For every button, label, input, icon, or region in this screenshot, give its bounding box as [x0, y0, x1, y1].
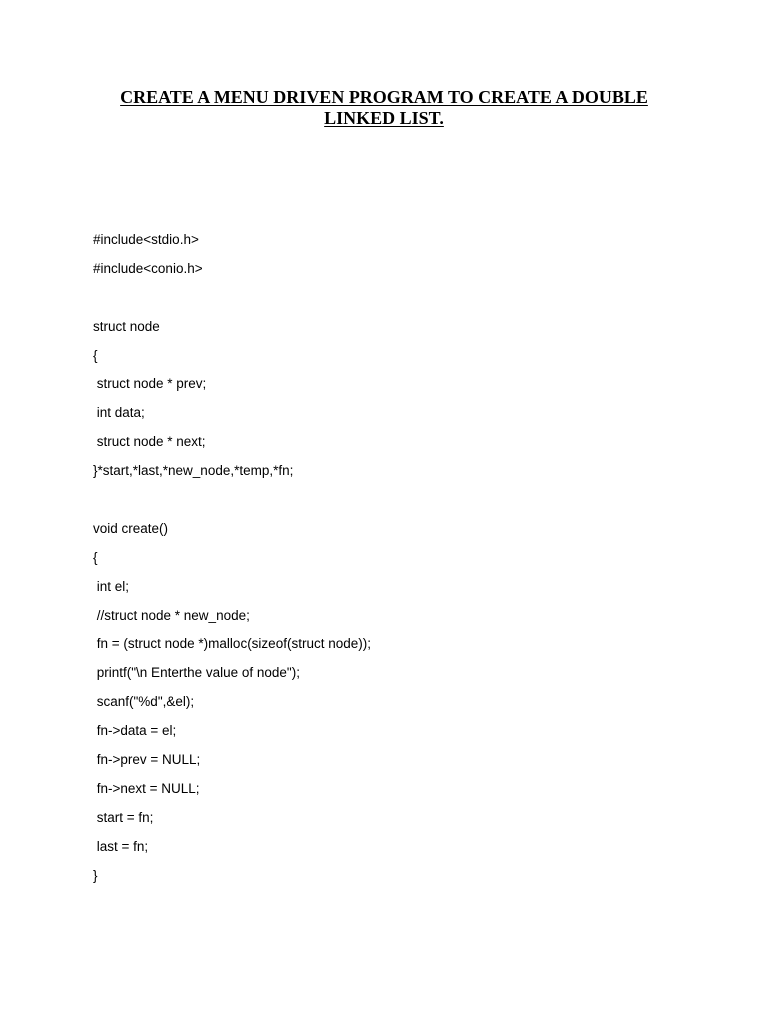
code-line: void create() — [93, 520, 169, 536]
code-line-blank — [93, 490, 693, 519]
code-line: start = fn; — [93, 809, 154, 825]
code-line: printf("\n Enterthe value of node"); — [93, 665, 300, 681]
code-line: #include<conio.h> — [93, 260, 203, 276]
code-line: #include<stdio.h> — [93, 232, 199, 247]
code-line: { — [93, 549, 98, 565]
code-line: fn = (struct node *)malloc(sizeof(struct node)); — [93, 636, 371, 652]
code-line: struct node * prev; — [93, 376, 207, 392]
code-line: int data; — [93, 405, 145, 421]
code-listing — [93, 230, 693, 894]
code-line: //struct node * new_node; — [93, 607, 250, 623]
code-line: struct node * next; — [93, 434, 206, 450]
code-line: fn->next = NULL; — [93, 780, 200, 796]
code-line: struct node — [93, 318, 160, 334]
code-line: fn->prev = NULL; — [93, 752, 201, 768]
code-line: fn->data = el; — [93, 723, 177, 739]
code-line: } — [93, 867, 98, 883]
code-line: { — [93, 347, 98, 363]
code-line: last = fn; — [93, 838, 149, 854]
title-line-1: CREATE A MENU DRIVEN PROGRAM TO CREATE A DOUBLE — [120, 87, 648, 107]
code-line-blank — [93, 288, 693, 317]
code-line: }*start,*last,*new_node,*temp,*fn; — [93, 463, 294, 479]
document-title — [90, 87, 678, 129]
code-line: int el; — [93, 578, 130, 594]
title-line-2: LINKED LIST. — [324, 108, 444, 128]
code-line: scanf("%d",&el); — [93, 694, 195, 710]
